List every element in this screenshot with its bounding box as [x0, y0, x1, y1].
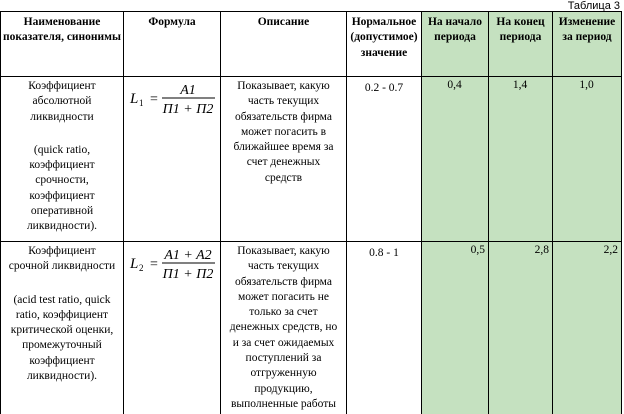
header-period-start: На начало периода — [422, 12, 489, 77]
header-normal-value: Нормальное (допустимое) значение — [347, 12, 422, 77]
ratio-synonyms: (acid test ratio, quick ratio, коэффициент критической оценки, промежуточный коэффициент ликвидности). — [11, 294, 114, 382]
table-row — [1, 242, 622, 414]
formula-cell — [124, 77, 221, 242]
formula-denominator: П1 + П2 — [162, 267, 214, 282]
description-cell: Показывает, какую часть текущих обязательств фирма может погасить не только за счет денежных средств, но и за счет ожидаемых поступлений за отгруженную продукцию, выполненные работы — [221, 242, 347, 414]
value-end-cell: 1,4 — [489, 77, 553, 242]
header-formula: Формула — [124, 12, 221, 77]
formula-l2 — [124, 242, 221, 282]
value-change-cell: 1,0 — [553, 77, 622, 242]
ratio-name-cell — [1, 242, 124, 414]
formula-equals: = — [150, 92, 158, 107]
table-row — [1, 77, 622, 242]
ratio-name: Коэффициент срочной ликвидности — [9, 245, 115, 272]
table-header-row — [1, 12, 622, 77]
normal-value-cell: 0.2 - 0.7 — [347, 77, 422, 242]
liquidity-ratios-table — [0, 11, 622, 414]
normal-value-cell: 0.8 - 1 — [347, 242, 422, 414]
header-period-end: На конец периода — [489, 12, 553, 77]
formula-cell — [124, 242, 221, 414]
formula-denominator: П1 + П2 — [162, 102, 214, 117]
header-description: Описание — [221, 12, 347, 77]
formula-numerator: A1 — [179, 83, 196, 98]
formula-equals: = — [150, 257, 158, 272]
value-end-cell: 2,8 — [489, 242, 553, 414]
formula-subscript: 1 — [139, 98, 144, 108]
formula-subscript: 2 — [139, 263, 144, 273]
value-start-cell: 0,5 — [422, 242, 489, 414]
formula-l1 — [124, 77, 221, 117]
formula-lhs: L — [129, 91, 138, 107]
table-caption: Таблица 3 — [568, 0, 620, 12]
header-period-change: Изменение за период — [553, 12, 622, 77]
description-cell: Показывает, какую часть текущих обязательств фирма может погасить в ближайшее время за счет денежных средств — [221, 77, 347, 242]
formula-lhs: L — [129, 256, 138, 272]
formula-numerator: A1 + A2 — [163, 248, 211, 263]
ratio-name-cell — [1, 77, 124, 242]
header-name: Наименование показателя, синонимы — [1, 12, 124, 77]
value-change-cell: 2,2 — [553, 242, 622, 414]
value-start-cell: 0,4 — [422, 77, 489, 242]
ratio-name: Коэффициент абсолютной ликвидности — [28, 80, 95, 123]
ratio-synonyms: (quick ratio, коэффициент срочности, коэффициент оперативной ликвидности). — [27, 144, 97, 232]
